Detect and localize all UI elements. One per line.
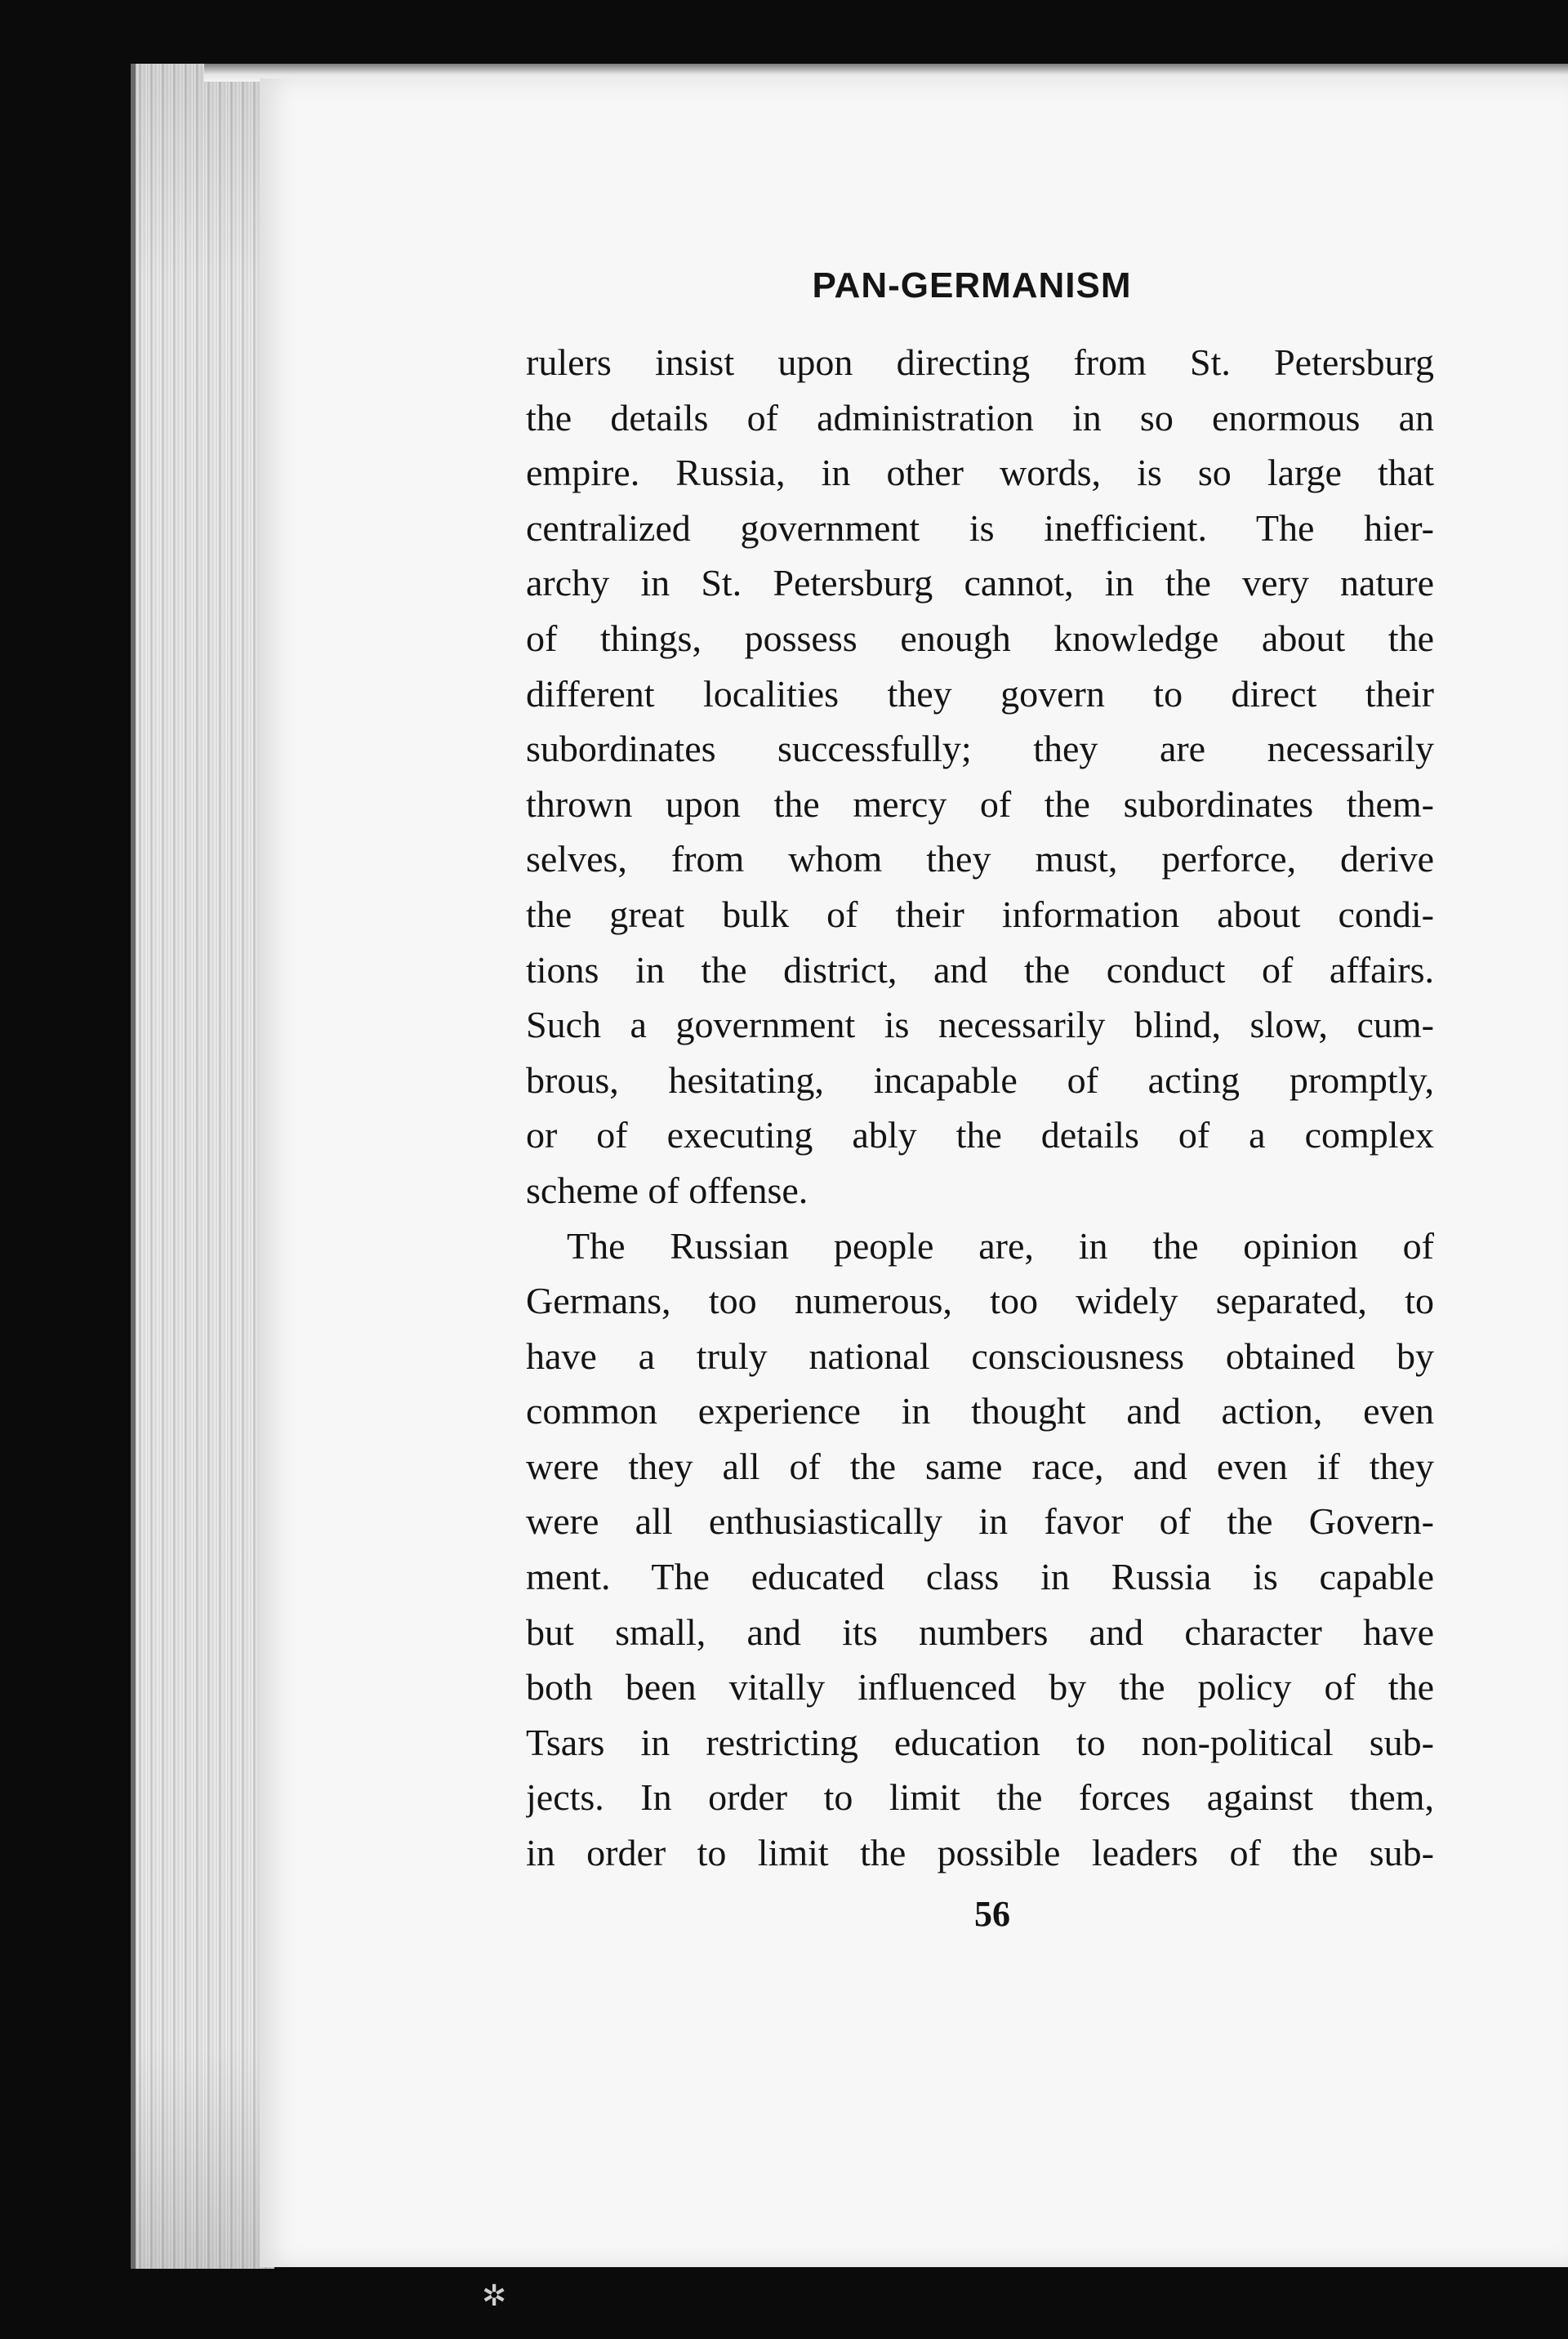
text-line: or of executing ably the details of a complex [526,1114,1434,1156]
text-line: scheme of offense. [526,1169,808,1211]
text-line: were all enthusiastically in favor of the Govern- [526,1500,1434,1543]
text-line: subordinates successfully; they are necessarily [526,728,1434,770]
text-line: of things, possess enough knowledge about the [526,617,1434,659]
text-line: were they all of the same race, and even if they [526,1445,1434,1487]
book-page-edges [131,64,274,2269]
text-line: tions in the district, and the conduct of affairs. [526,948,1434,991]
text-line: have a truly national consciousness obtained by [526,1334,1434,1377]
text-line: different localities they govern to direct their [526,672,1434,715]
text-line: ment. The educated class in Russia is capable [526,1556,1434,1598]
text-line: The Russian people are, in the opinion of [567,1224,1434,1267]
text-line: Tsars in restricting education to non-political sub- [526,1721,1434,1763]
text-line: selves, from whom they must, perforce, derive [526,838,1434,880]
text-line: jects. In order to limit the forces against them, [526,1776,1434,1819]
body-text [526,335,1434,1881]
text-line: Germans, too numerous, too widely separated, to [526,1280,1434,1322]
text-line: common experience in thought and action, even [526,1390,1434,1432]
text-line: empire. Russia, in other words, is so large that [526,452,1434,494]
text-line: Such a government is necessarily blind, slow, cum- [526,1004,1434,1046]
text-line: the details of administration in so enormous an [526,396,1434,439]
page-number: 56 [974,1894,1010,1934]
text-line: brous, hesitating, incapable of acting promptly, [526,1058,1434,1101]
text-line: the great bulk of their information about condi- [526,893,1434,935]
text-line: centralized government is inefficient. The hier- [526,506,1434,549]
text-line: but small, and its numbers and character have [526,1611,1434,1653]
scan-speck: ✲ [482,2279,507,2312]
running-head: PAN-GERMANISM [812,265,1132,305]
text-line: in order to limit the possible leaders of the sub- [526,1832,1434,1874]
text-line: both been vitally influenced by the policy of the [526,1666,1434,1709]
text-line: rulers insist upon directing from St. Petersburg [526,341,1434,383]
text-line: archy in St. Petersburg cannot, in the very nature [526,562,1434,604]
text-line: thrown upon the mercy of the subordinates them- [526,782,1434,825]
